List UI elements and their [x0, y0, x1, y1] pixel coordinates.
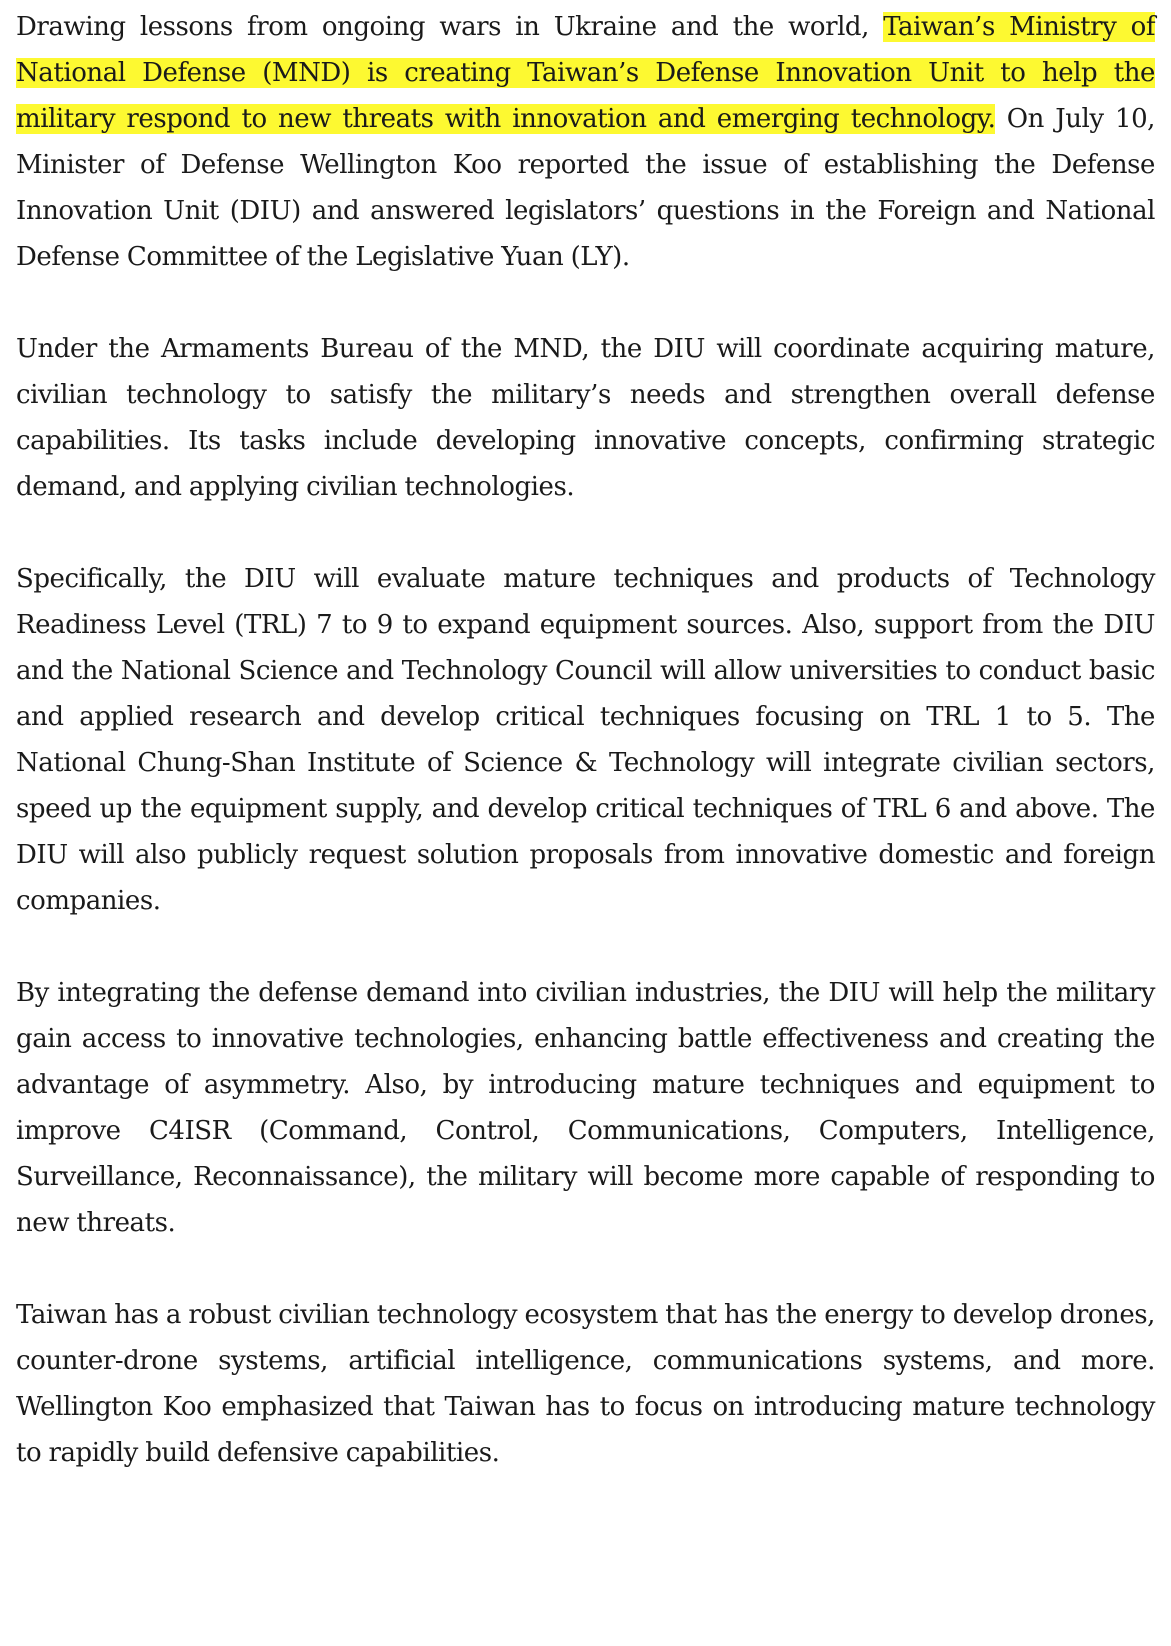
paragraph-tech-ecosystem: Taiwan has a robust civilian technology ecosystem that has the energy to develop drones, counter-drone systems, artificial intelligence, communications systems, and more. Wellington Koo emphasized that Taiwan has to focus on introducing mature technology to rapidly build defensive capabilities. [16, 1300, 1155, 1468]
paragraph-armaments-bureau: Under the Armaments Bureau of the MND, the DIU will coordinate acquiring mature, civilian technology to satisfy the military’s needs and strengthen overall defense capabilities. Its tasks include developing innovative concepts, confirming strategic demand, and applying civilian technologies. [16, 334, 1155, 502]
highlighted-text: Taiwan’s Ministry of National Defense (MND) is creating Taiwan’s Defense Innovation Unit to help the military respond to new threats with innovation and emerging technology. [16, 12, 1155, 134]
paragraph-intro-rest: On July 10, Minister of Defense Wellington Koo reported the issue of establishing the Defense Innovation Unit (DIU) and answered legislators’ questions in the Foreign and National Defense Committee of the Legislative Yuan (LY). [16, 104, 1155, 272]
article-body [0, 4, 1171, 1476]
paragraph-intro-lead: Drawing lessons from ongoing wars in Ukraine and the world, [16, 12, 884, 42]
paragraph-trl-evaluation: Specifically, the DIU will evaluate mature techniques and products of Technology Readiness Level (TRL) 7 to 9 to expand equipment sources. Also, support from the DIU and the National Science and Technology Council will allow universities to conduct basic and applied research and develop critical techniques focusing on TRL 1 to 5. The National Chung-Shan Institute of Science & Technology will integrate civilian sectors, speed up the equipment supply, and develop critical techniques of TRL 6 and above. The DIU will also publicly request solution proposals from innovative domestic and foreign companies. [16, 564, 1155, 916]
paragraph-intro [16, 4, 1155, 280]
paragraph-civilian-integration: By integrating the defense demand into civilian industries, the DIU will help the military gain access to innovative technologies, enhancing battle effectiveness and creating the advantage of asymmetry. Also, by introducing mature techniques and equipment to improve C4ISR (Command, Control, Communications, Computers, Intelligence, Surveillance, Reconnaissance), the military will become more capable of responding to new threats. [16, 978, 1155, 1238]
